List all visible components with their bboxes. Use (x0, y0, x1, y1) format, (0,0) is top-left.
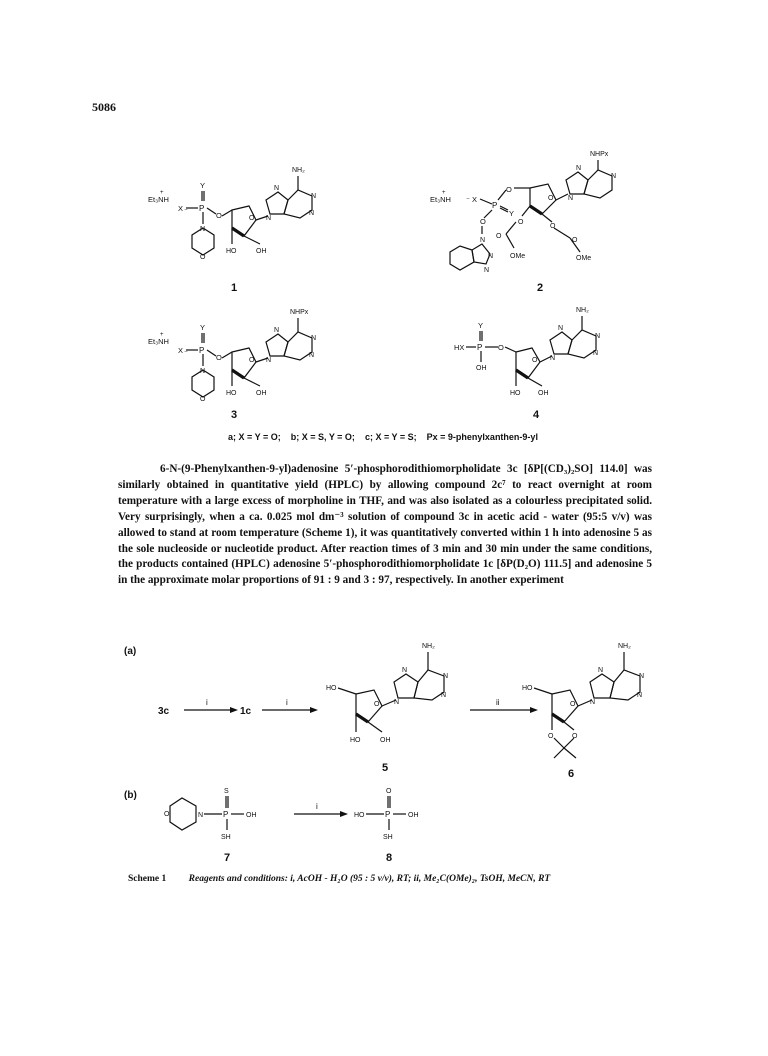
svg-text:N: N (488, 253, 494, 260)
svg-text:Et₃NH: Et₃NH (148, 337, 169, 346)
svg-text:O: O (532, 357, 538, 364)
svg-text:N: N (441, 692, 447, 699)
svg-text:HO: HO (226, 248, 237, 255)
svg-text:HO: HO (226, 390, 237, 397)
svg-text:O: O (216, 353, 222, 362)
svg-text:Y: Y (200, 323, 206, 332)
svg-text:O: O (216, 211, 222, 220)
svg-text:⁻: ⁻ (184, 348, 188, 357)
structure-compound-6 (518, 632, 668, 767)
svg-text:O: O (518, 219, 524, 226)
svg-text:O: O (249, 357, 255, 364)
svg-text:O: O (498, 343, 504, 352)
svg-text:SH: SH (383, 834, 393, 841)
svg-text:O: O (249, 215, 255, 222)
svg-text:O: O (200, 396, 206, 403)
compound-label-2: 2 (537, 282, 544, 294)
svg-text:N: N (309, 210, 315, 217)
svg-text:O: O (480, 217, 486, 226)
svg-text:N: N (611, 173, 617, 180)
svg-text:ii: ii (496, 698, 500, 707)
svg-text:⁻: ⁻ (184, 206, 188, 215)
structure-compound-5 (322, 632, 472, 757)
structure-compound-2 (430, 148, 640, 278)
svg-text:OH: OH (538, 390, 549, 397)
svg-text:OH: OH (408, 812, 419, 819)
svg-text:N: N (598, 667, 604, 674)
svg-text:Y: Y (478, 321, 484, 330)
svg-text:X: X (472, 195, 478, 204)
svg-text:OH: OH (246, 812, 257, 819)
body-text (118, 462, 652, 589)
svg-text:N: N (480, 237, 486, 244)
svg-text:N: N (443, 673, 449, 680)
svg-text:OH: OH (380, 737, 391, 744)
svg-text:O: O (506, 185, 512, 194)
svg-text:HX: HX (454, 343, 465, 352)
svg-text:N: N (266, 215, 272, 222)
svg-text:P: P (385, 810, 391, 819)
compound-label-6: 6 (568, 768, 575, 780)
svg-text:NHPx: NHPx (290, 309, 309, 316)
svg-text:P: P (223, 810, 229, 819)
scheme-part-b-label: (b) (124, 790, 137, 801)
svg-text:HO: HO (510, 390, 521, 397)
svg-text:NH₂: NH₂ (618, 643, 631, 650)
svg-text:i: i (286, 698, 288, 707)
svg-text:N: N (590, 699, 596, 706)
svg-text:O: O (570, 701, 576, 708)
svg-text:+: + (160, 190, 164, 196)
svg-text:O: O (550, 223, 556, 230)
svg-text:N: N (484, 267, 490, 274)
scheme-start-compound: 3c (158, 706, 170, 717)
svg-text:N: N (558, 325, 564, 332)
svg-text:N: N (639, 673, 645, 680)
compound-legend (228, 432, 538, 442)
svg-text:O: O (164, 811, 170, 818)
svg-text:Et₃NH: Et₃NH (148, 195, 169, 204)
svg-text:N: N (576, 165, 582, 172)
structure-compound-8 (350, 784, 450, 844)
svg-text:OH: OH (256, 248, 267, 255)
svg-text:Y: Y (509, 209, 515, 218)
svg-text:N: N (568, 195, 574, 202)
compound-label-4: 4 (533, 409, 540, 421)
structure-compound-3 (148, 300, 348, 410)
svg-text:N: N (309, 352, 315, 359)
compound-label-3: 3 (231, 409, 238, 421)
svg-text:HO: HO (354, 812, 365, 819)
scheme-reagents: Reagents and conditions: i, AcOH - H₂O (95 : 5 v/v), RT; ii, Me₂C(OMe)₂, TsOH, MeCN, RT (188, 874, 551, 884)
compound-label-1: 1 (231, 282, 238, 294)
svg-text:P: P (199, 204, 205, 213)
svg-text:O: O (200, 254, 206, 261)
scheme-part-a-label: (a) (124, 646, 137, 657)
svg-text:OH: OH (476, 365, 487, 372)
scheme-arrow-b (292, 802, 352, 822)
scheme-intermediate-compound: 1c (240, 706, 252, 717)
svg-text:i: i (206, 698, 208, 707)
svg-text:O: O (496, 233, 502, 240)
legend-px: Px = 9-phenylxanthen-9-yl (426, 432, 538, 442)
svg-text:NH₂: NH₂ (422, 643, 435, 650)
page-number: 5086 (92, 100, 116, 114)
svg-text:N: N (198, 812, 204, 819)
svg-text:N: N (274, 327, 280, 334)
compound-label-7: 7 (224, 852, 231, 864)
scheme-caption (128, 874, 550, 884)
svg-text:N: N (550, 355, 556, 362)
svg-text:N: N (593, 350, 599, 357)
svg-text:N: N (311, 193, 317, 200)
svg-text:+: + (160, 332, 164, 338)
svg-text:X: X (178, 346, 184, 355)
structure-compound-7 (160, 784, 280, 844)
svg-text:NH₂: NH₂ (576, 307, 589, 314)
svg-text:N: N (394, 699, 400, 706)
svg-text:HO: HO (350, 737, 361, 744)
svg-text:Et₃NH: Et₃NH (430, 195, 451, 204)
svg-text:O: O (386, 788, 392, 795)
compound-label-8: 8 (386, 852, 393, 864)
compound-label-5: 5 (382, 762, 389, 774)
svg-text:N: N (595, 333, 601, 340)
legend-b: b; X = S, Y = O; (290, 432, 355, 442)
svg-text:NH₂: NH₂ (292, 167, 305, 174)
svg-text:N: N (637, 692, 643, 699)
svg-text:N: N (200, 226, 206, 233)
svg-text:N: N (266, 357, 272, 364)
svg-text:O: O (572, 237, 578, 244)
svg-text:N: N (311, 335, 317, 342)
svg-text:O: O (572, 733, 578, 740)
svg-text:i: i (316, 802, 318, 811)
svg-text:N: N (402, 667, 408, 674)
structure-compound-1 (148, 158, 348, 278)
svg-text:O: O (374, 701, 380, 708)
legend-c: c; X = Y = S; (364, 432, 417, 442)
svg-text:X: X (178, 204, 184, 213)
svg-text:OMe: OMe (510, 253, 526, 260)
svg-text:Y: Y (200, 181, 206, 190)
svg-text:S: S (224, 788, 229, 795)
svg-text:HO: HO (522, 685, 533, 692)
structure-compound-4 (452, 300, 632, 410)
svg-text:OH: OH (256, 390, 267, 397)
svg-text:P: P (199, 346, 205, 355)
paragraph-1: 6-N-(9-Phenylxanthen-9-yl)adenosine 5′-phosphorodithiomorpholidate 3c [δP[(CD₃)₂SO] 114.0] was similarly obtained in quantitative yield (HPLC) by allowing compound 2c⁷ to react overnight at room temperature with a large excess of morpholine in THF, and was also isolated as a colourless precipitated solid. Very surprisingly, when a ca. 0.025 mol dm⁻³ solution of compound 3c in acetic acid - water (95:5 v/v) was allowed to stand at room temperature (Scheme 1), it was quantitatively converted within 1 h into adenosine 5 as the sole nucleoside or nucleotide product. After reaction times of 3 min and 30 min under the same conditions, the products contained (HPLC) adenosine 5′-phosphorodithiomorpholidate 1c [δP(D₂O) 111.5] and adenosine 5 in the approximate molar proportions of 91 : 9 and 3 : 97, respectively. In another experiment (118, 463, 652, 587)
svg-text:N: N (274, 185, 280, 192)
svg-text:HO: HO (326, 685, 337, 692)
svg-text:N: N (200, 368, 206, 375)
scheme-title: Scheme 1 (128, 874, 167, 884)
legend-a: a; X = Y = O; (228, 432, 281, 442)
svg-text:P: P (477, 343, 483, 352)
svg-text:+: + (442, 190, 446, 196)
svg-text:OMe: OMe (576, 255, 592, 262)
svg-text:O: O (548, 195, 554, 202)
svg-text:P: P (492, 201, 498, 210)
svg-text:O: O (548, 733, 554, 740)
svg-text:SH: SH (221, 834, 231, 841)
svg-text:⁻: ⁻ (466, 195, 470, 204)
svg-text:NHPx: NHPx (590, 151, 609, 158)
